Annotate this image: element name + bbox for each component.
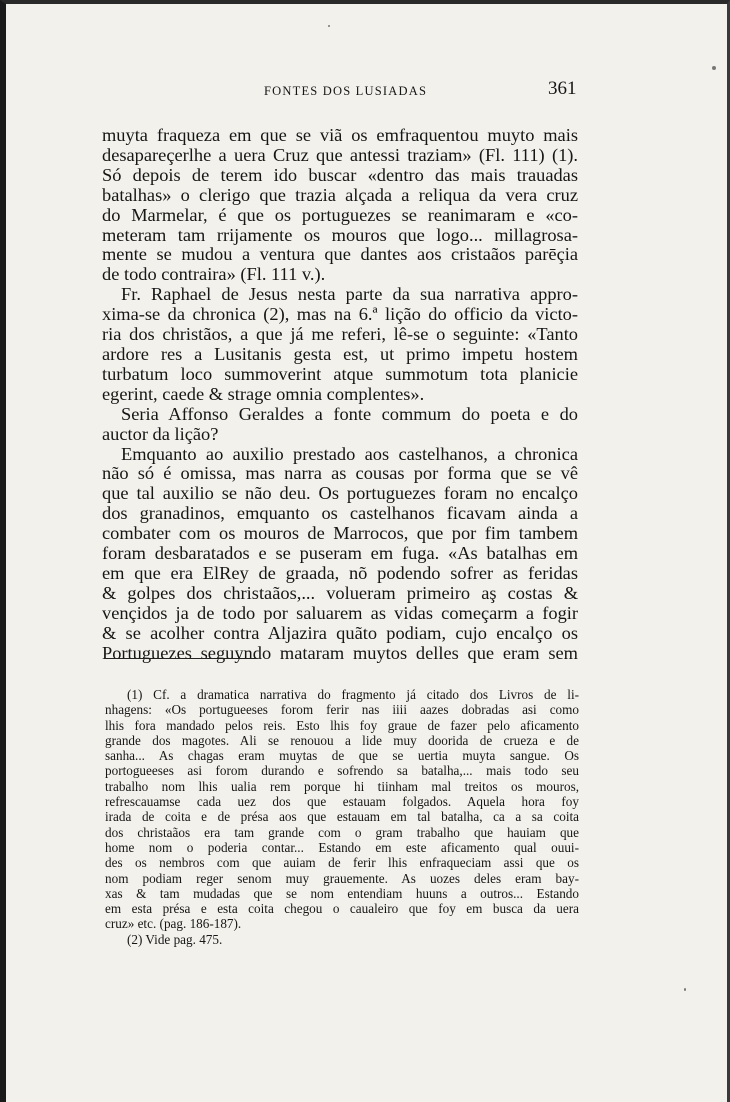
text-line: mente se mudou a ventura que dantes aos cristaãos parēçia [102, 244, 578, 265]
footnotes [105, 687, 579, 947]
footnote-line: em esta présa e esta coita chegou o caualeiro que foy em busca da uera [105, 901, 579, 917]
scan-speck [328, 25, 330, 27]
text-line: que tal auxilio se não deu. Os portuguezes foram no encalço [102, 483, 578, 504]
text-line: desapareçerlhe a uera Cruz que antessi traziam» (Fl. 111) (1). [102, 144, 578, 165]
text-line: Portuguezes seguyndo mataram muytos delles que eram sem [102, 642, 578, 663]
page-header [6, 76, 727, 106]
text-line: turbatum loco summoverint atque summotum tota planicie [102, 363, 578, 384]
text-line: Emquanto ao auxilio prestado aos castelhanos, a chronica [121, 443, 578, 464]
text-line: Fr. Raphael de Jesus nesta parte da sua narrativa appro- [121, 284, 578, 305]
text-line: do Marmelar, é que os portuguezes se reanimaram e «co- [102, 204, 578, 225]
text-line: & se acolher contra Aljazira quãto podiam, cujo encalço os [102, 622, 578, 643]
scan-speck [712, 66, 716, 70]
text-line: Seria Affonso Geraldes a fonte commum do poeta e do [121, 403, 578, 424]
text-line: Só depois de terem ido buscar «dentro das mais trauadas [102, 164, 578, 185]
text-line: combater com os mouros de Marrocos, que por fim tambem [102, 523, 578, 544]
footnote-line: (2) Vide pag. 475. [127, 931, 223, 947]
footnote-line: irada de coita e de présa aos que estauam em tal batalha, ca a sa coita [105, 809, 579, 825]
text-line: ardore res a Lusitanis gesta est, ut primo impetu hostem [102, 343, 578, 364]
footnote-line: trabalho nom lhis ualia rem porque hi tiinham mal treitos os mouros, [105, 778, 579, 794]
footnote-line: lhis fora mandado pelos reis. Esto lhis foy graue de fazer pelo aficamento [105, 717, 579, 733]
text-line: batalhas» o clerigo que trazia alçada a reliqua da vera cruz [102, 184, 578, 205]
text-line: muyta fraqueza em que se viã os emfraquentou muyto mais [102, 125, 578, 145]
text-line: de todo contraira» (Fl. 111 v.). [102, 264, 326, 285]
footnote-line: sanha... As chagas eram muytas de que se uertia muyta sangue. Os [105, 748, 579, 764]
text-line: auctor da lição? [102, 423, 219, 444]
footnote-line: nhagens: «Os portugueeses forom ferir nas iiii aazes dobradas asi como [105, 702, 579, 718]
text-line: não só é omissa, mas narra as cousas por forma que se vê [102, 463, 578, 484]
main-text [102, 126, 578, 663]
running-title: FONTES DOS LUSIADAS [264, 84, 428, 98]
footnote-line: portogueeses asi forom durando e sofrendo sa batalha,... mais todo seu [105, 763, 579, 779]
text-line: em que era ElRey de graada, nõ podendo sofrer as feridas [102, 562, 578, 583]
footnote-line: xas & tam mudadas que se nom entendiam huuns a outros... Estando [105, 885, 579, 901]
footnote-separator [104, 658, 256, 659]
footnote-line: dos christaãos era tam grande com o gram trabalho que hauiam que [105, 824, 579, 840]
scan-speck [684, 988, 686, 991]
text-line: xima-se da chronica (2), mas na 6.ª lição do officio da victo- [102, 304, 578, 325]
text-line: ria dos christãos, a que já me referi, lê-se o seguinte: «Tanto [102, 324, 578, 345]
text-line: meteram tam rrijamente os mouros que logo... millagrosa- [102, 224, 578, 245]
footnote-line: des os nembros com que auiam de ferir lhis enfraqueciam assi que os [105, 855, 579, 871]
footnote-line: cruz» etc. (pag. 186-187). [105, 916, 242, 932]
text-line: egerint, caede & strage omnia complentes». [102, 383, 425, 404]
footnote-line: home nom o poderia contar... Estando em este aficamento qual ouui- [105, 839, 579, 855]
footnote-line: nom podiam reger senom muy grauemente. As uozes deles eram bay- [105, 870, 579, 886]
text-line: & golpes dos christaãos,... volueram primeiro aş costas & [102, 582, 578, 603]
footnote-line: (1) Cf. a dramatica narrativa do fragmento já citado dos Livros de li- [127, 687, 579, 702]
text-line: dos granadinos, emquanto os castelhanos ficavam ainda a [102, 503, 578, 524]
text-line: vençidos ja de todo por saluarem as vidas começarm a fogir [102, 602, 578, 623]
footnote-line: refrescauamse cada uez dos que estauam folgados. Aquela hora foy [105, 794, 579, 810]
text-line: foram desbaratados e se puseram em fuga. «As batalhas em [102, 543, 578, 564]
page-number: 361 [548, 78, 577, 99]
footnote-line: grande dos magotes. Ali se renouou a lide muy doorida de crueza e de [105, 732, 579, 748]
